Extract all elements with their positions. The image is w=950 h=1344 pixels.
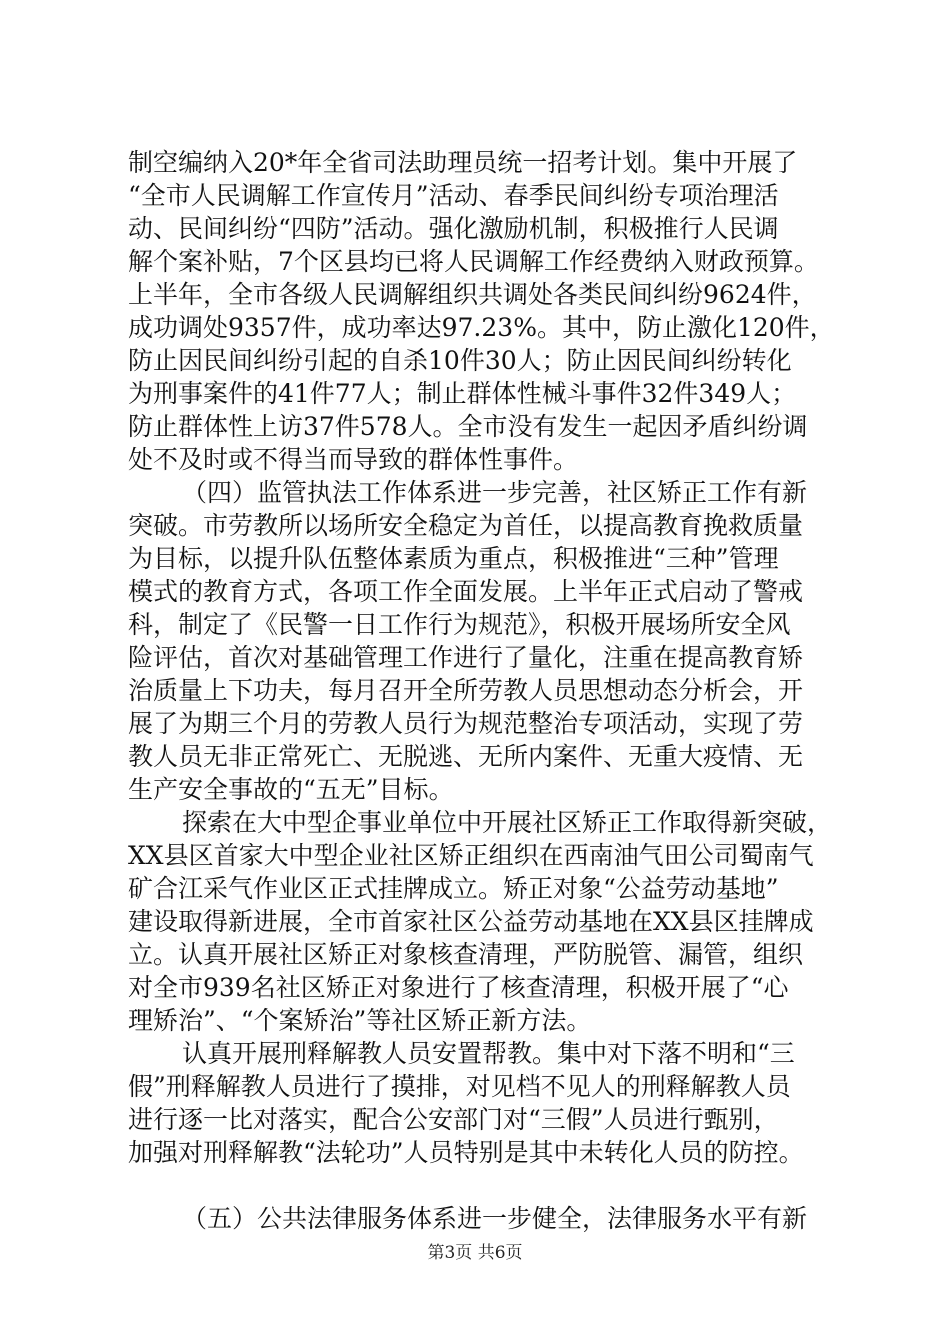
text-line: 成功调处9357件，成功率达97.23%。其中，防止激化120件，: [128, 313, 835, 342]
section-heading-4: （四）监管执法工作体系进一步完善，社区矫正工作有新: [182, 478, 808, 507]
text-line: 突破。市劳教所以场所安全稳定为首任，以提高教育挽救质量: [128, 511, 804, 540]
text-line: 防止群体性上访37件578人。全市没有发生一起因矛盾纠纷调: [128, 412, 808, 441]
text-line: 上半年，全市各级人民调解组织共调处各类民间纠纷9624件，: [128, 280, 817, 309]
section-heading-5: （五）公共法律服务体系进一步健全，法律服务水平有新: [182, 1204, 808, 1233]
text-line: 加强对刑释解教“法轮功”人员特别是其中未转化人员的防控。: [128, 1138, 804, 1167]
text-line: XX县区首家大中型企业社区矫正组织在西南油气田公司蜀南气: [128, 841, 814, 870]
text-line: 模式的教育方式，各项工作全面发展。上半年正式启动了警戒: [128, 577, 804, 606]
text-line: 解个案补贴，7个区县均已将人民调解工作经费纳入财政预算。: [128, 247, 819, 276]
text-line: 处不及时或不得当而导致的群体性事件。: [128, 445, 579, 474]
paragraph-gap: [128, 1169, 834, 1202]
paragraph-start: 认真开展刑释解教人员安置帮教。集中对下落不明和“三: [182, 1039, 795, 1068]
text-line: 防止因民间纠纷引起的自杀10件30人；防止因民间纠纷转化: [128, 346, 792, 375]
body-text: [128, 146, 834, 1235]
text-line: 矿合江采气作业区正式挂牌成立。矫正对象“公益劳动基地”: [128, 874, 779, 903]
text-line: 为目标，以提升队伍整体素质为重点，积极推进“三种”管理: [128, 544, 779, 573]
text-line: 进行逐一比对落实，配合公安部门对“三假”人员进行甄别，: [128, 1105, 779, 1134]
text-line: 险评估，首次对基础管理工作进行了量化，注重在提高教育矫: [128, 643, 804, 672]
text-line: 教人员无非正常死亡、无脱逃、无所内案件、无重大疫情、无: [128, 742, 804, 771]
text-line: 立。认真开展社区矫正对象核查清理，严防脱管、漏管，组织: [128, 940, 804, 969]
paragraph-start: 探索在大中型企事业单位中开展社区矫正工作取得新突破，: [182, 808, 833, 837]
text-line: 动、民间纠纷“四防”活动。强化激励机制，积极推行人民调: [128, 214, 779, 243]
text-line: 理矫治”、“个案矫治”等社区矫正新方法。: [128, 1006, 592, 1035]
text-line: 对全市939名社区矫正对象进行了核查清理，积极开展了“心: [128, 973, 789, 1002]
text-line: 制空编纳入20*年全省司法助理员统一招考计划。集中开展了: [128, 148, 798, 177]
text-line: 假”刑释解教人员进行了摸排，对见档不见人的刑释解教人员: [128, 1072, 791, 1101]
text-line: 建设取得新进展，全市首家社区公益劳动基地在XX县区挂牌成: [128, 907, 814, 936]
text-line: 为刑事案件的41件77人；制止群体性械斗事件32件349人；: [128, 379, 797, 408]
text-line: 展了为期三个月的劳教人员行为规范整治专项活动，实现了劳: [128, 709, 804, 738]
text-line: “全市人民调解工作宣传月”活动、春季民间纠纷专项治理活: [128, 181, 779, 210]
page-number: 第3页 共6页: [427, 1243, 523, 1263]
text-line: 科，制定了《民警一日工作行为规范》，积极开展场所安全风: [128, 610, 791, 639]
text-line: 生产安全事故的“五无”目标。: [128, 775, 454, 804]
text-line: 治质量上下功夫，每月召开全所劳教人员思想动态分析会，开: [128, 676, 804, 705]
